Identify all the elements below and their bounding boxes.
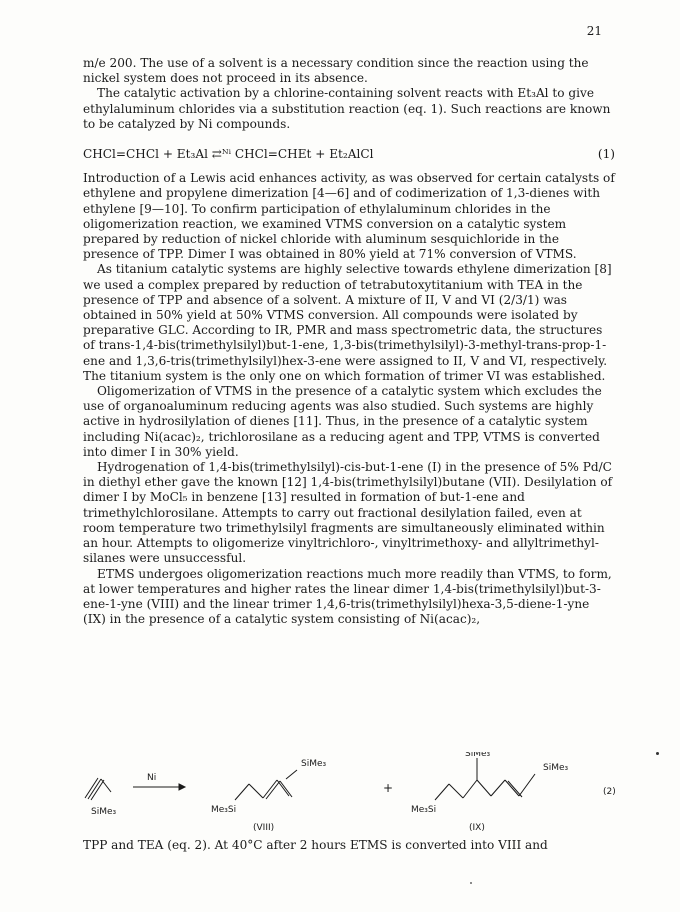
body-text (83, 56, 615, 627)
equation-1 (83, 147, 615, 162)
product-viii-label: (VIII) (253, 823, 275, 832)
reactant-structure (85, 778, 111, 800)
product-viii-top-label: SiMe₃ (301, 759, 327, 769)
page-number: 21 (586, 24, 602, 38)
product-ix-structure (435, 758, 535, 800)
paragraph-2: The catalytic activation by a chlorine-containing solvent reacts with Et₃Al to give ethylaluminum chlorides via a substitution reaction (eq. 1). Such reactions are known to be catalyzed by Ni compounds. (83, 86, 611, 131)
reaction-scheme-2 (83, 752, 623, 832)
reactant-label: SiMe₃ (91, 807, 117, 817)
paragraph-1: m/e 200. The use of a solvent is a necessary condition since the reaction using the nickel system does not proceed in its absence. (83, 56, 589, 86)
product-viii-structure (235, 770, 297, 800)
catalyst-label: Ni (147, 773, 157, 783)
paragraph-4: As titanium catalytic systems are highly selective towards ethylene dimerization [8] we used a complex prepared by reduction of tetrabutoxytitanium with TEA in the presence of TPP and absence of a solvent. A mixture of II, V and VI (2/3/1) was obtained in 50% yield at 50% VTMS conversion. All compounds were isolated by preparative GLC. According to IR, PMR and mass spectrometric data, the structures of trans-1,4-bis(trimethylsilyl)but-1-ene, 1,3-bis(trimethylsilyl)-3-methyl-trans-prop-1-ene and 1,3,6-tris(trimethylsilyl)hex-3-ene were assigned to II, V and VI, respectively. The titanium system is the only one on which formation of trimer VI was established. (83, 262, 612, 383)
reaction-arrow (133, 784, 185, 790)
product-viii-left-label: Me₃Si (211, 805, 237, 815)
reaction-scheme-drawing (83, 752, 623, 832)
paragraph-5: Oligomerization of VTMS in the presence of a catalytic system which excludes the use of organoaluminum reducing agents was also studied. Such systems are highly active in hydrosilylation of dienes [11]. Thus, in the presence of a catalytic system including Ni(acac)₂, trichlorosilane as a reducing agent and TPP, VTMS is converted into dimer I in 30% yield. (83, 384, 602, 459)
equation-2-number: (2) (603, 787, 616, 797)
product-ix-label: (IX) (469, 823, 485, 832)
product-ix-left-label: Me₃Si (411, 805, 437, 815)
product-ix-top-label: SiMe₃ (465, 752, 491, 759)
paragraph-7: ETMS undergoes oligomerization reactions much more readily than VTMS, to form, at lower temperatures and higher rates the linear dimer 1,4-bis(trimethylsilyl)but-3-ene-1-yne (VIII) and the linear trimer 1,4,6-tris(trimethylsilyl)hexa-3,5-diene-1-yne (IX) in the presence of a catalytic system consisting of Ni(acac)₂, (83, 566, 612, 627)
plus-sign: + (383, 781, 394, 795)
speck (470, 882, 472, 884)
equation-1-text: CHCl=CHCl + Et₃Al ⇄ᴺⁱ CHCl=CHEt + Et₂AlCl (83, 147, 374, 162)
paragraph-3: Introduction of a Lewis acid enhances activity, as was observed for certain catalysts of ethylene and propylene dimerization [4—6] and of codimerization of 1,3-dienes with ethylene [9—10]. To confirm participation of ethylaluminum chlorides in the oligomerization reaction, we examined VTMS conversion on a catalytic system prepared by reduction of nickel chloride with aluminum sesquichloride in the presence of TPP. Dimer I was obtained in 80% yield at 71% conversion of VTMS. (83, 171, 615, 262)
product-ix-right-label: SiMe₃ (543, 763, 569, 773)
paragraph-6: Hydrogenation of 1,4-bis(trimethylsilyl)-cis-but-1-ene (I) in the presence of 5% Pd/C in diethyl ether gave the known [12] 1,4-bis(trimethylsilyl)butane (VII). Desilylation of dimer I by MoCl₅ in benzene [13] resulted in formation of but-1-ene and trimethylchlorosilane. Attempts to carry out fractional desilylation failed, even at room temperature two trimethylsilyl fragments are simultaneously eliminated within an hour. Attempts to oligomerize vinyltrichloro-, vinyltrimethoxy- and allyltrimethyl-silanes were unsuccessful. (83, 460, 613, 566)
speck (656, 752, 659, 755)
equation-1-number: (1) (597, 147, 615, 162)
final-line: TPP and TEA (eq. 2). At 40°C after 2 hours ETMS is converted into VIII and (83, 838, 548, 852)
